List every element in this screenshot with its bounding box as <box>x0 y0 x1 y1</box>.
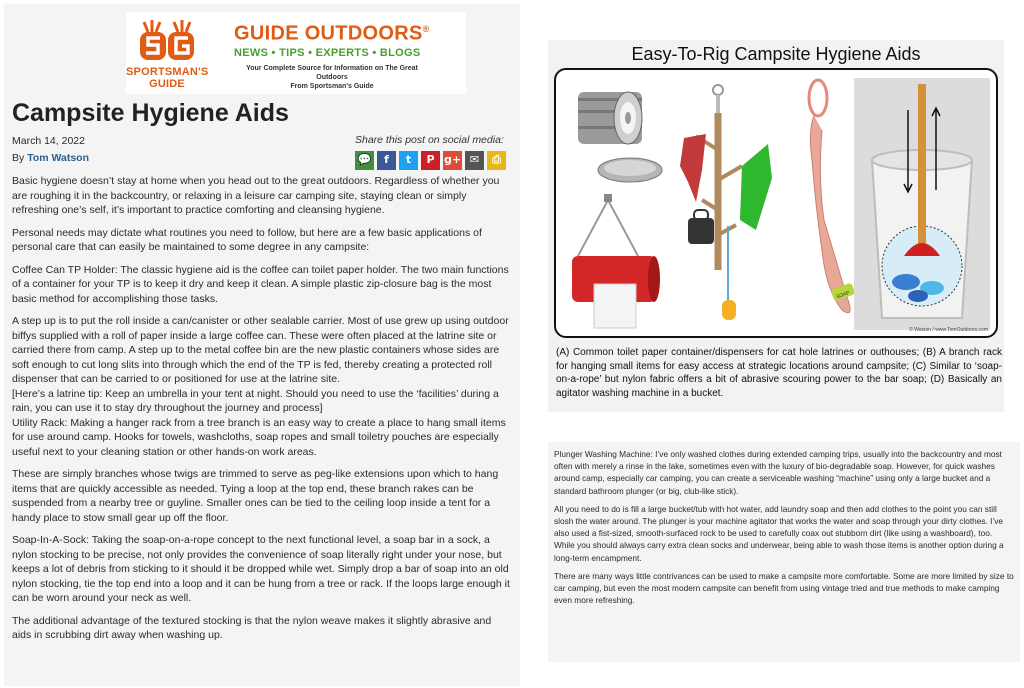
article-paragraph: These are simply branches whose twigs are trimmed to serve as peg-like extensions upon which to hang items that are quickly accessible as needed. Tying a loop at the top end, these branch rakes can be suspended from a nearby tree or guyline. Smaller ones can be tied to the ceiling loop inside a tent for a handy place to stow small gear up off the floor. <box>12 468 499 524</box>
article-meta <box>12 134 512 174</box>
share-label: Share this post on social media: <box>355 134 504 146</box>
article-paragraph: Coffee Can TP Holder: The classic hygiene aid is the coffee can toilet paper holder. The two main functions of a container for your TP is to keep it dry and keep it clean. A simple plastic zip-closure bag is the most basic method for accomplishing those tasks. <box>12 263 509 305</box>
soap-in-sock-illustration <box>809 80 855 313</box>
article-paragraph: There are many ways little contrivances can be used to make a campsite more comfortable. Some are more limited by size to car camping, but even the most modern campsite can benefit from using vintage tried and true methods to make camping even more refreshing. <box>554 570 1014 606</box>
image-credit: © Watson / www.TomOutdoors.com <box>909 327 988 333</box>
soap-bar-label: SOAP <box>835 289 851 301</box>
article-paragraph: Utility Rack: Making a hanger rack from a tree branch is an easy way to create a place to hang small items for use around camp. Hooks for towels, washcloths, soap ropes and small toiletry pouches are especially useful next to your cleaning station or other hands-on work areas. <box>12 416 506 458</box>
article-paragraph: Plunger Washing Machine: I’ve only washed clothes during extended camping trips, usually into the backcountry and most often with merely a rinse in the lake, sometimes even with the luxury of bio-degradable soap. However, for quick washes around camp, especially car camping, you can create a serviceable washing “machine” using only a large bucket and a standard bathroom plunger (or big, club-like stick). <box>554 449 1002 496</box>
article-paragraph: Personal needs may dictate what routines you need to follow, but here are a few basic applications of personal care that can easily be maintained to some degree in any campsite: <box>12 226 482 253</box>
sportsmans-guide-logo[interactable] <box>126 12 208 94</box>
email-icon[interactable]: ✉ <box>465 151 484 170</box>
figure-illustration[interactable] <box>554 68 998 338</box>
comment-icon[interactable]: 💬 <box>355 151 374 170</box>
article-paragraph: A step up is to put the roll inside a can/canister or other sealable carrier. Most of use grew up using outdoor biffys supplied with a roll of paper inside a large coffee can. These were often placed at the latrine site or carried there from camp. A step up to the metal coffee bin are the new plastic containers whose sides are soft enough to cut long slits into through which the end of the TP is fed, thereby creating a protected roll dispenser that can be carried to or positioned for use at the latrine site. <box>12 315 509 385</box>
byline: By Tom Watson <box>12 151 90 164</box>
plastic-tp-dispenser-illustration <box>572 194 660 328</box>
facebook-icon[interactable]: f <box>377 151 396 170</box>
googleplus-icon[interactable]: g+ <box>443 151 462 170</box>
figure-title: Easy-To-Rig Campsite Hygiene Aids <box>631 44 921 64</box>
branch-rack-illustration <box>680 85 772 320</box>
twitter-icon[interactable]: t <box>399 151 418 170</box>
sportsmans-guide-name: SPORTSMAN'S GUIDE <box>126 66 209 90</box>
site-nav-line: NEWS • TIPS • EXPERTS • BLOGS <box>234 46 421 59</box>
article-paragraph: Soap-In-A-Sock: Taking the soap-on-a-rope concept to the next functional level, a soap bar in a sock, a nylon stocking to be precise, not only provides the convenience of soap literally right under your nose, but keeps a lot of debris from sticking to it should it be dropped while wet. Simply drop a bar of soap into an old nylon stocking, tie the top end into a loop and it can be hung from a tree or rack. If the loops large enough it can be worn around your neck as well. <box>12 534 510 604</box>
plunger-bucket-illustration <box>854 78 990 330</box>
share-icons <box>355 151 506 170</box>
pinterest-icon[interactable]: P <box>421 151 440 170</box>
print-icon[interactable]: ⎙ <box>487 151 506 170</box>
coffee-can-tp-illustration <box>578 92 662 182</box>
left-column <box>4 4 520 686</box>
illustration-svg <box>556 70 996 336</box>
author-link[interactable]: Tom Watson <box>27 151 90 164</box>
sg-antler-logo-icon <box>138 18 196 62</box>
hygiene-aids-figure <box>548 40 1004 412</box>
share-bar <box>355 133 506 170</box>
site-title: GUIDE OUTDOORS® <box>234 22 430 45</box>
article-body <box>12 174 512 643</box>
article-paragraph: All you need to do is fill a large bucket/tub with hot water, add laundry soap and then add clothes to the point you can still slosh the water around. The plunger is your machine agitator that works the water and soap through your dirty clothes. I’ve also used a fist-sized, smooth-surfaced rock to be used to carefully coax out stubborn dirt (like using a washboard), too. <box>554 503 1004 539</box>
article-continued <box>548 442 1020 662</box>
article-paragraph: The additional advantage of the textured stocking is that the nylon weave makes it slightly abrasive and aids in scrubbing dirt away when washing up. <box>12 614 492 641</box>
article <box>4 98 520 651</box>
guide-outdoors-brand[interactable] <box>234 18 466 91</box>
latrine-tip: [Here’s a latrine tip: Keep an umbrella in your tent at night. Should you need to use the ‘facilities’ during a rain, you can use it to stay dry throughout the journey and process] <box>12 387 499 414</box>
masthead <box>126 12 466 94</box>
article-date: March 14, 2022 <box>12 135 85 147</box>
figure-caption: (A) Common toilet paper container/dispensers for cat hole latrines or outhouses; (B) A branch rack for hanging small items for easy access at strategic locations around campsite; (C) Similar to ‘soap-on-a-rope’ but nylon fabric offers a bit of abrasive scouring power to the bar soap; (D) Basically an agitator washing machine in a bucket. <box>556 347 1002 399</box>
article-paragraph: Basic hygiene doesn’t stay at home when you head out to the great outdoors. Regardless of whether you are roughing it in the backcountry, or relaxing in a leisure car camping site, staying clean or simply refreshing one’s self, it’s important to practice comforting and cleansing hygiene. <box>12 175 500 216</box>
article-paragraph: While you should always carry extra clean socks and underwear, being able to wash those items is another option during a long-term encampment. <box>554 540 1004 563</box>
page-title: Campsite Hygiene Aids <box>12 99 289 127</box>
site-tagline: Your Complete Source for Information on The Great Outdoors From Sportsman's Guide <box>246 64 418 90</box>
